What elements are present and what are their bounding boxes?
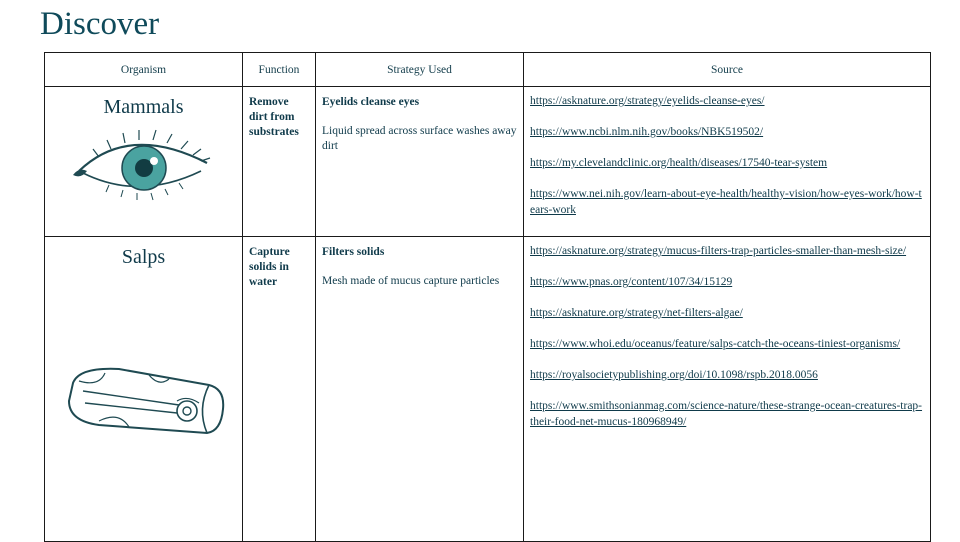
source-link[interactable]: https://www.pnas.org/content/107/34/15129 — [530, 276, 733, 288]
table-row — [45, 87, 931, 237]
source-link[interactable]: https://royalsocietypublishing.org/doi/10.1098/rspb.2018.0056 — [530, 369, 818, 381]
source-link[interactable]: https://my.clevelandclinic.org/health/diseases/17540-tear-system — [530, 157, 828, 169]
strategy-cell — [316, 237, 524, 542]
discover-table — [44, 52, 931, 542]
organism-name: Mammals — [103, 96, 184, 118]
salp-icon — [59, 361, 229, 441]
function-cell: Remove dirt from substrates — [243, 87, 316, 237]
table-header-row — [45, 53, 931, 87]
strategy-description: Liquid spread across surface washes away dirt — [322, 125, 517, 152]
source-cell — [524, 237, 931, 542]
strategy-title: Filters solids — [322, 246, 385, 258]
source-link[interactable]: https://asknature.org/strategy/eyelids-cleanse-eyes/ — [530, 95, 765, 107]
source-link[interactable]: https://www.ncbi.nlm.nih.gov/books/NBK519502/ — [530, 126, 764, 138]
organism-name: Salps — [121, 246, 166, 268]
strategy-title: Eyelids cleanse eyes — [322, 96, 420, 108]
organism-cell — [45, 87, 243, 237]
source-link[interactable]: https://www.nei.nih.gov/learn-about-eye-health/healthy-vision/how-eyes-work/how-tears-work — [530, 188, 922, 216]
page-title: Discover — [40, 6, 160, 42]
table-row — [45, 237, 931, 542]
source-link[interactable]: https://www.smithsonianmag.com/science-nature/these-strange-ocean-creatures-trap-their-food-net-mucus-180968949/ — [530, 400, 923, 428]
strategy-description: Mesh made of mucus capture particles — [322, 275, 500, 287]
source-cell — [524, 87, 931, 237]
eye-icon — [69, 127, 219, 207]
header-organism: Organism — [45, 53, 243, 87]
function-cell: Capture solids in water — [243, 237, 316, 542]
strategy-cell — [316, 87, 524, 237]
organism-cell — [45, 237, 243, 542]
source-link[interactable]: https://www.whoi.edu/oceanus/feature/salps-catch-the-oceans-tiniest-organisms/ — [530, 338, 901, 350]
source-link[interactable]: https://asknature.org/strategy/net-filters-algae/ — [530, 307, 743, 319]
header-function: Function — [243, 53, 316, 87]
header-source: Source — [524, 53, 931, 87]
source-link[interactable]: https://asknature.org/strategy/mucus-filters-trap-particles-smaller-than-mesh-size/ — [530, 245, 907, 257]
header-strategy: Strategy Used — [316, 53, 524, 87]
